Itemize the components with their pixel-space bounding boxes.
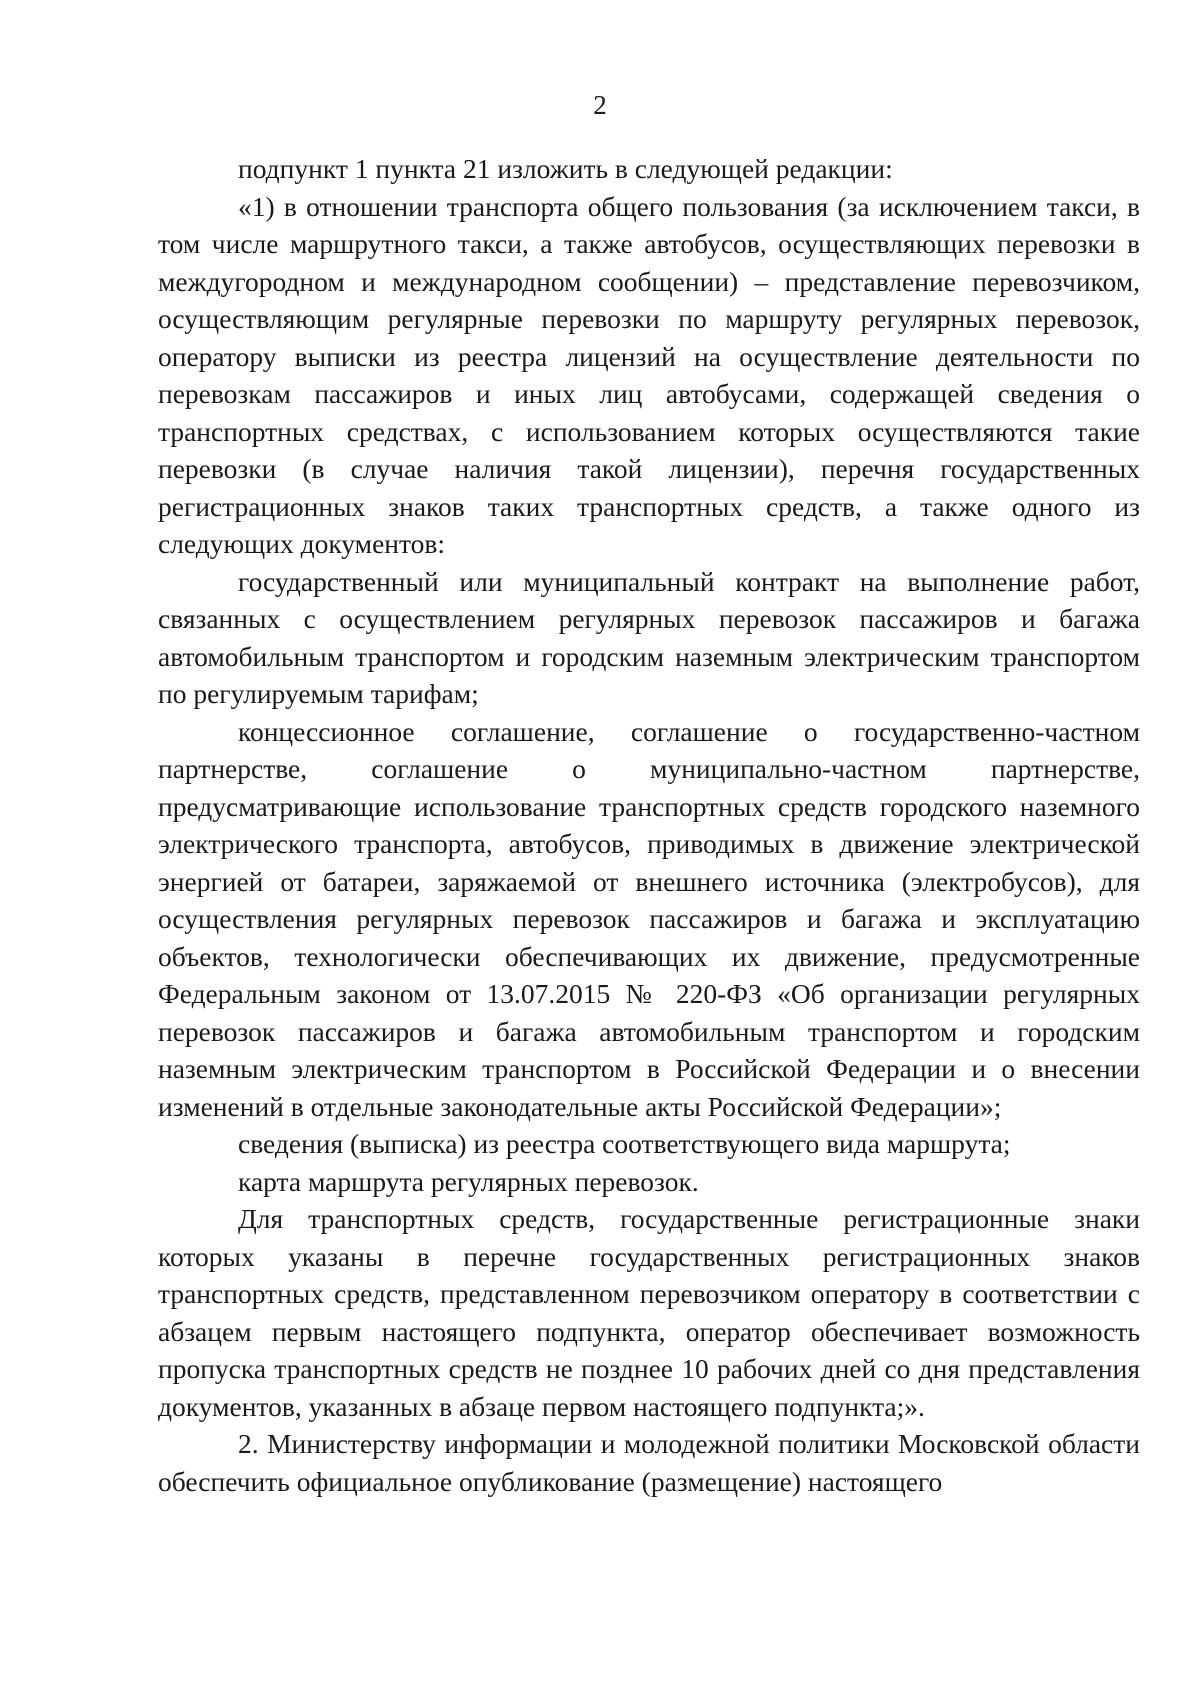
paragraph-state-contract: государственный или муниципальный контракт на выполнение работ, связанных с осуществлением регулярных перевозок пассажиров и багажа автомобильным транспортом и городским наземным электрическим транспортом по регулируемым тарифам; xyxy=(158,565,1140,709)
document-body xyxy=(158,150,1140,1500)
paragraph-route-map: карта маршрута регулярных перевозок. xyxy=(238,1165,699,1197)
paragraph-concession: концессионное соглашение, соглашение о государственно-частном партнерстве, соглашение о муниципально-частном партнерстве, предусматривающие использование транспортных средств городского наземного электрического транспорта, автобусов, приводимых в движение электрической энергией от батареи, заряжаемой от внешнего источника (электробусов), для осуществления регулярных перевозок пассажиров и багажа и эксплуатацию объектов, технологически обеспечивающих их движение, предусмотренные Федеральным законом от 13.07.2015 № 220-ФЗ «Об организации регулярных перевозок пассажиров и багажа автомобильным транспортом и городским наземным электрическим транспортом в Российской Федерации и о внесении изменений в отдельные законодательные акты Российской Федерации»; xyxy=(158,715,1140,1122)
paragraph-intro: подпункт 1 пункта 21 изложить в следующей редакции: xyxy=(238,153,893,184)
paragraph-item-2: 2. Министерству информации и молодежной политики Московской области обеспечить официальное опубликование (размещение) настоящего xyxy=(158,1428,1140,1497)
page-number: 2 xyxy=(593,90,607,120)
paragraph-registry-extract: сведения (выписка) из реестра соответствующего вида маршрута; xyxy=(238,1128,1011,1159)
paragraph-subitem-1: «1) в отношении транспорта общего пользования (за исключением такси, в том числе маршрутного такси, а также автобусов, осуществляющих перевозки в междугородном и международном сообщении) – представление перевозчиком, осуществляющим регулярные перевозки по маршруту регулярных перевозок, оператору выписки из реестра лицензий на осуществление деятельности по перевозкам пассажиров и иных лиц автобусами, содержащей сведения о транспортных средствах, с использованием которых осуществляются такие перевозки (в случае наличия такой лицензии), перечня государственных регистрационных знаков таких транспортных средств, а также одного из следующих документов: xyxy=(158,190,1140,559)
paragraph-vehicles: Для транспортных средств, государственные регистрационные знаки которых указаны в перечне государственных регистрационных знаков транспортных средств, представленном перевозчиком оператору в соответствии с абзацем первым настоящего подпункта, оператор обеспечивает возможность пропуска транспортных средств не позднее 10 рабочих дней со дня представления документов, указанных в абзаце первом настоящего подпункта;». xyxy=(158,1203,1140,1422)
